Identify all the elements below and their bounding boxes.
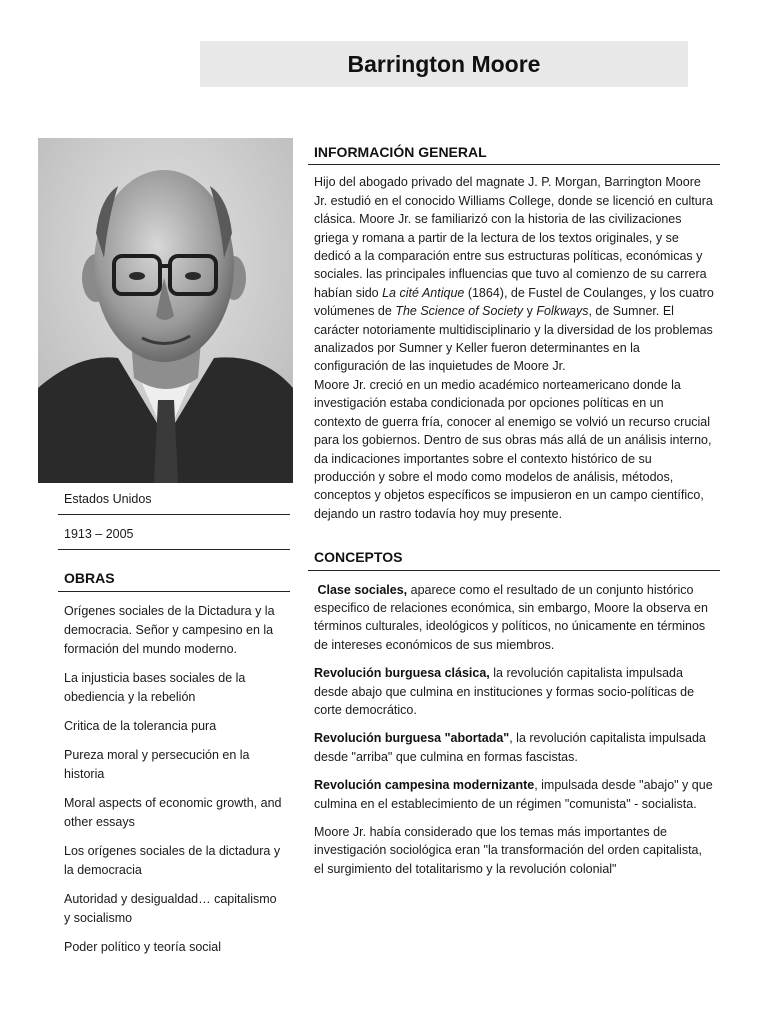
concept-text: la revolución capitalista impulsada desde abajo que culmina en instituciones y formas socio-políticas de corte democrático. (314, 666, 695, 717)
bio-text: (1864), de Fustel de Coulanges, y los cuatro volúmenes de (314, 285, 714, 319)
list-item: La injusticia bases sociales de la obediencia y la rebelión (64, 671, 246, 704)
list-item: Pureza moral y persecución en la historia (64, 748, 250, 781)
concepts-list (308, 571, 720, 879)
left-column (58, 484, 290, 967)
concepts-heading: CONCEPTOS (308, 543, 720, 570)
portrait-photo (38, 138, 293, 483)
bio-text: , de Sumner. El carácter notoriamente multidisciplinario y la diversidad de los problemas analizados por Sumner y Keller fueron determinantes en la configuración de las inquietudes de Moore Jr. (314, 304, 713, 374)
years-fact: 1913 – 2005 (58, 519, 290, 550)
concept-text: aparece como el resultado de un conjunto histórico especifico de relaciones económica, sin embargo, Moore la observa en términos culturales, ideológicos y políticos, no únicamente en términos de intereses económicos de sus miembros. (314, 582, 708, 652)
concept-item: Moore Jr. había considerado que los temas más importantes de investigación sociológica eran "la transformación del orden capitalista, el surgimiento del totalitarismo y la revolución colonial" (314, 825, 702, 876)
list-item: Moral aspects of economic growth, and other essays (64, 796, 282, 829)
concept-term: Revolución campesina modernizante (314, 778, 535, 793)
works-list (58, 602, 290, 957)
bio-paragraph-1 (314, 173, 714, 375)
bio-text: Hijo del abogado privado del magnate J. P. Morgan, Barrington Moore Jr. estudió en el conocido Williams College, donde se licenció en cultura clásica. Moore Jr. se familiarizó con la historia de las civilizaciones griega y romana a partir de la lectura de los textos originales, y se dedicó a la comparación entre sus estructuras políticas, económicas y sociales. las principales influencias que tuvo al comienzo de su carrera habían sido (314, 175, 713, 300)
list-item: Autoridad y desigualdad… capitalismo y socialismo (64, 892, 277, 925)
concept-term: Revolución burguesa "abortada" (314, 731, 510, 746)
concept-term: Revolución burguesa clásica, (314, 666, 490, 681)
biography (308, 165, 720, 523)
info-heading: INFORMACIÓN GENERAL (308, 138, 720, 165)
works-heading: OBRAS (58, 564, 290, 592)
book-title: Folkways (536, 304, 589, 319)
concept-item (314, 581, 714, 655)
concept-item (314, 729, 714, 766)
list-item: Los orígenes sociales de la dictadura y la democracia (64, 844, 281, 877)
list-item: Poder político y teoría social (64, 940, 222, 954)
concept-item (314, 664, 714, 719)
portrait-image (38, 138, 293, 483)
title-banner (200, 41, 688, 87)
concept-text: , impulsada desde "abajo" y que culmina en el establecimiento de un régimen "comunista" - socialista. (314, 778, 713, 811)
bio-text: y (523, 304, 537, 319)
concept-item (314, 776, 714, 813)
concept-term: Clase sociales, (317, 582, 408, 597)
country-fact: Estados Unidos (58, 484, 290, 515)
book-title: The Science of Society (395, 304, 524, 319)
right-column (308, 138, 720, 888)
bio-paragraph-2: Moore Jr. creció en un medio académico norteamericano donde la investigación estaba condicionada por opciones políticas en un contexto de guerra fría, conocer al enemigo se volvió un recurso crucial para los gobiernos. Dentro de sus obras más allá de un análisis interno, da indicaciones importantes sobre el contexto histórico de su producción y sobre el modo como modelos de análisis, métodos, conceptos y objetos específicos se impusieron en un campo científico, dejando un rastro todavía hoy muy presente. (314, 377, 712, 521)
concept-text: , la revolución capitalista impulsada desde "arriba" que culmina en formas fascistas. (314, 731, 706, 764)
page-title: Barrington Moore (347, 50, 541, 77)
list-item: Critica de la tolerancia pura (64, 719, 217, 733)
book-title: La cité Antique (382, 285, 465, 300)
list-item: Orígenes sociales de la Dictadura y la democracia. Señor y campesino en la formación del mundo moderno. (64, 604, 275, 656)
